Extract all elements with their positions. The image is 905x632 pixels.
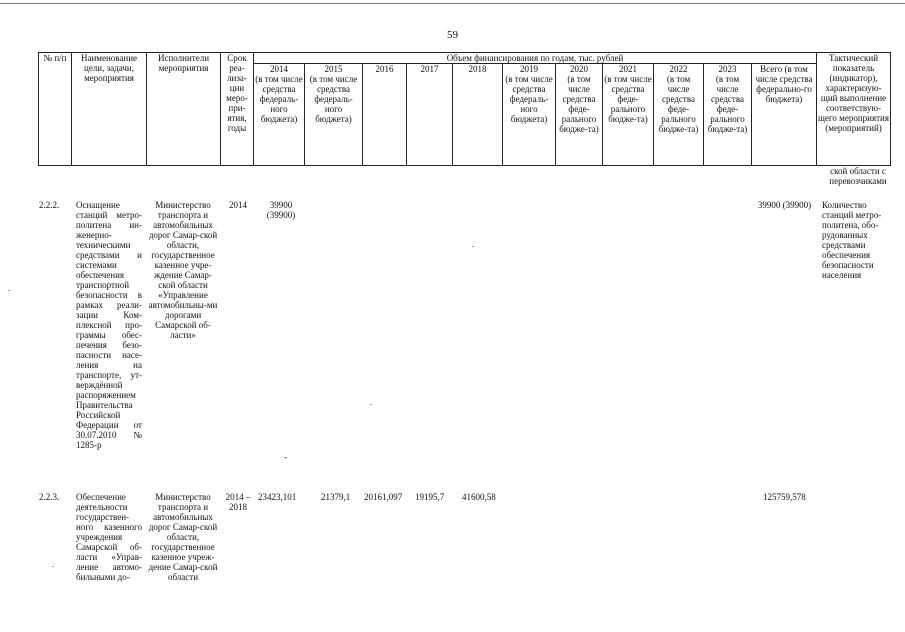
- top-rule: [0, 3, 905, 4]
- page-number: 59: [447, 29, 458, 41]
- year-label: 2015: [324, 64, 343, 74]
- header-year-2015: [305, 64, 363, 166]
- header-table: [38, 52, 891, 166]
- year-note: (в том числе средства феде-рального бюдже-та): [658, 74, 699, 134]
- row-total-value: 125759,578: [763, 492, 806, 502]
- year-label: 2021: [619, 64, 637, 74]
- year-note: (в том числе средства федераль-ного бюджета): [309, 74, 358, 124]
- scan-speck: [370, 404, 372, 405]
- header-executors: Исполнители мероприятия: [147, 53, 221, 166]
- year-label: 2018: [468, 64, 487, 74]
- row-number: 2.2.2.: [39, 200, 60, 210]
- row-term: 2014 – 2018: [225, 492, 251, 512]
- year-label: 2014: [270, 64, 288, 74]
- header-year-2014: [254, 64, 305, 166]
- year-note: (в том числе средства федераль-ного бюджета): [505, 74, 553, 124]
- year-note: (в том числе средства феде-рального бюдже-та): [604, 74, 652, 124]
- row-executor: Министерство транспорта и автомобильных дорог Самар-ской области, государственное казенное учреж-дение Самар-ской области: [148, 492, 218, 582]
- year-label: 2016: [375, 64, 394, 74]
- header-year-2020: [556, 64, 603, 166]
- year-label: 2019: [520, 64, 538, 74]
- header-term: Срок реа-лиза-ции меро-при-ятия, годы: [221, 53, 254, 166]
- header-year-2018: [453, 64, 503, 166]
- row-name: Обеспечение деятельности государствен-ного казенного учреждения Самарской об-ласти «Управ-ление автомо-бильными до-: [76, 492, 142, 582]
- header-year-2023: [704, 64, 752, 166]
- row-2015-value: 21379,1: [321, 492, 351, 502]
- continued-indicator-text: ской области с перевозчиками: [829, 166, 887, 186]
- header-year-2019: [503, 64, 556, 166]
- row-number: 2.2.3.: [39, 492, 60, 502]
- header-total: Всего (в том числе средства федерально-го бюджета): [752, 64, 817, 166]
- scan-speck: [8, 290, 10, 291]
- year-note: (в том числе средства федераль-ного бюджета): [255, 74, 303, 124]
- row-2014-value: 23423,101: [258, 492, 297, 502]
- year-note: (в том числе средства феде-рального бюдже-та): [707, 74, 748, 134]
- header-indicator: Тактический показатель (индикатор), характеризую-щий выполнение соответствую-щего мероприятия (мероприятий): [817, 53, 891, 166]
- header-year-2017: [407, 64, 453, 166]
- year-label: 2023: [718, 64, 737, 74]
- row-term: 2014: [229, 200, 247, 210]
- row-2018-value: 41600,58: [462, 492, 496, 502]
- row-2017-value: 19195,7: [415, 492, 445, 502]
- scan-speck: [472, 246, 474, 247]
- row-2016-value: 20161,097: [364, 492, 403, 502]
- year-label: 2017: [420, 64, 439, 74]
- row-name: Оснащение станций метро-политена ин-женерно-техническими средствами и системами обеспечения транспортной безопасности в рамках реали-зации Ком-плексной про-граммы обес-печения безо-пасности насе-ления на транспорте, ут-верждённой распоряжением Правительства Российской Федерации от 30.07.2010 № 1285-р: [76, 200, 142, 450]
- row-2014-value: 39900 (39900): [266, 200, 296, 220]
- row-indicator: Количество станций метро-политена, обо-рудованных средствами обеспечения безопасности населения: [822, 200, 882, 280]
- header-num: № п/п: [39, 53, 72, 166]
- header-year-2021: [603, 64, 654, 166]
- header-year-2022: [654, 64, 704, 166]
- scan-speck: [52, 566, 54, 567]
- row-total-value: 39900 (39900): [757, 200, 812, 210]
- year-label: 2022: [669, 64, 688, 74]
- header-year-2016: [363, 64, 407, 166]
- row-executor: Министерство транспорта и автомобильных дорог Самар-ской области, государственное казенное учре-ждение Самар-ской области «Управление автомобильны-ми дорогами Самарской об-ласти»: [148, 200, 218, 340]
- row-dash-mark: -: [284, 452, 287, 462]
- year-note: (в том числе средства феде-рального бюдже-та): [559, 74, 599, 134]
- year-label: 2020: [570, 64, 588, 74]
- header-funding-title: Объем финансирования по годам, тыс. рублей: [254, 53, 817, 64]
- header-name: Наименование цели, задачи, мероприятия: [72, 53, 147, 166]
